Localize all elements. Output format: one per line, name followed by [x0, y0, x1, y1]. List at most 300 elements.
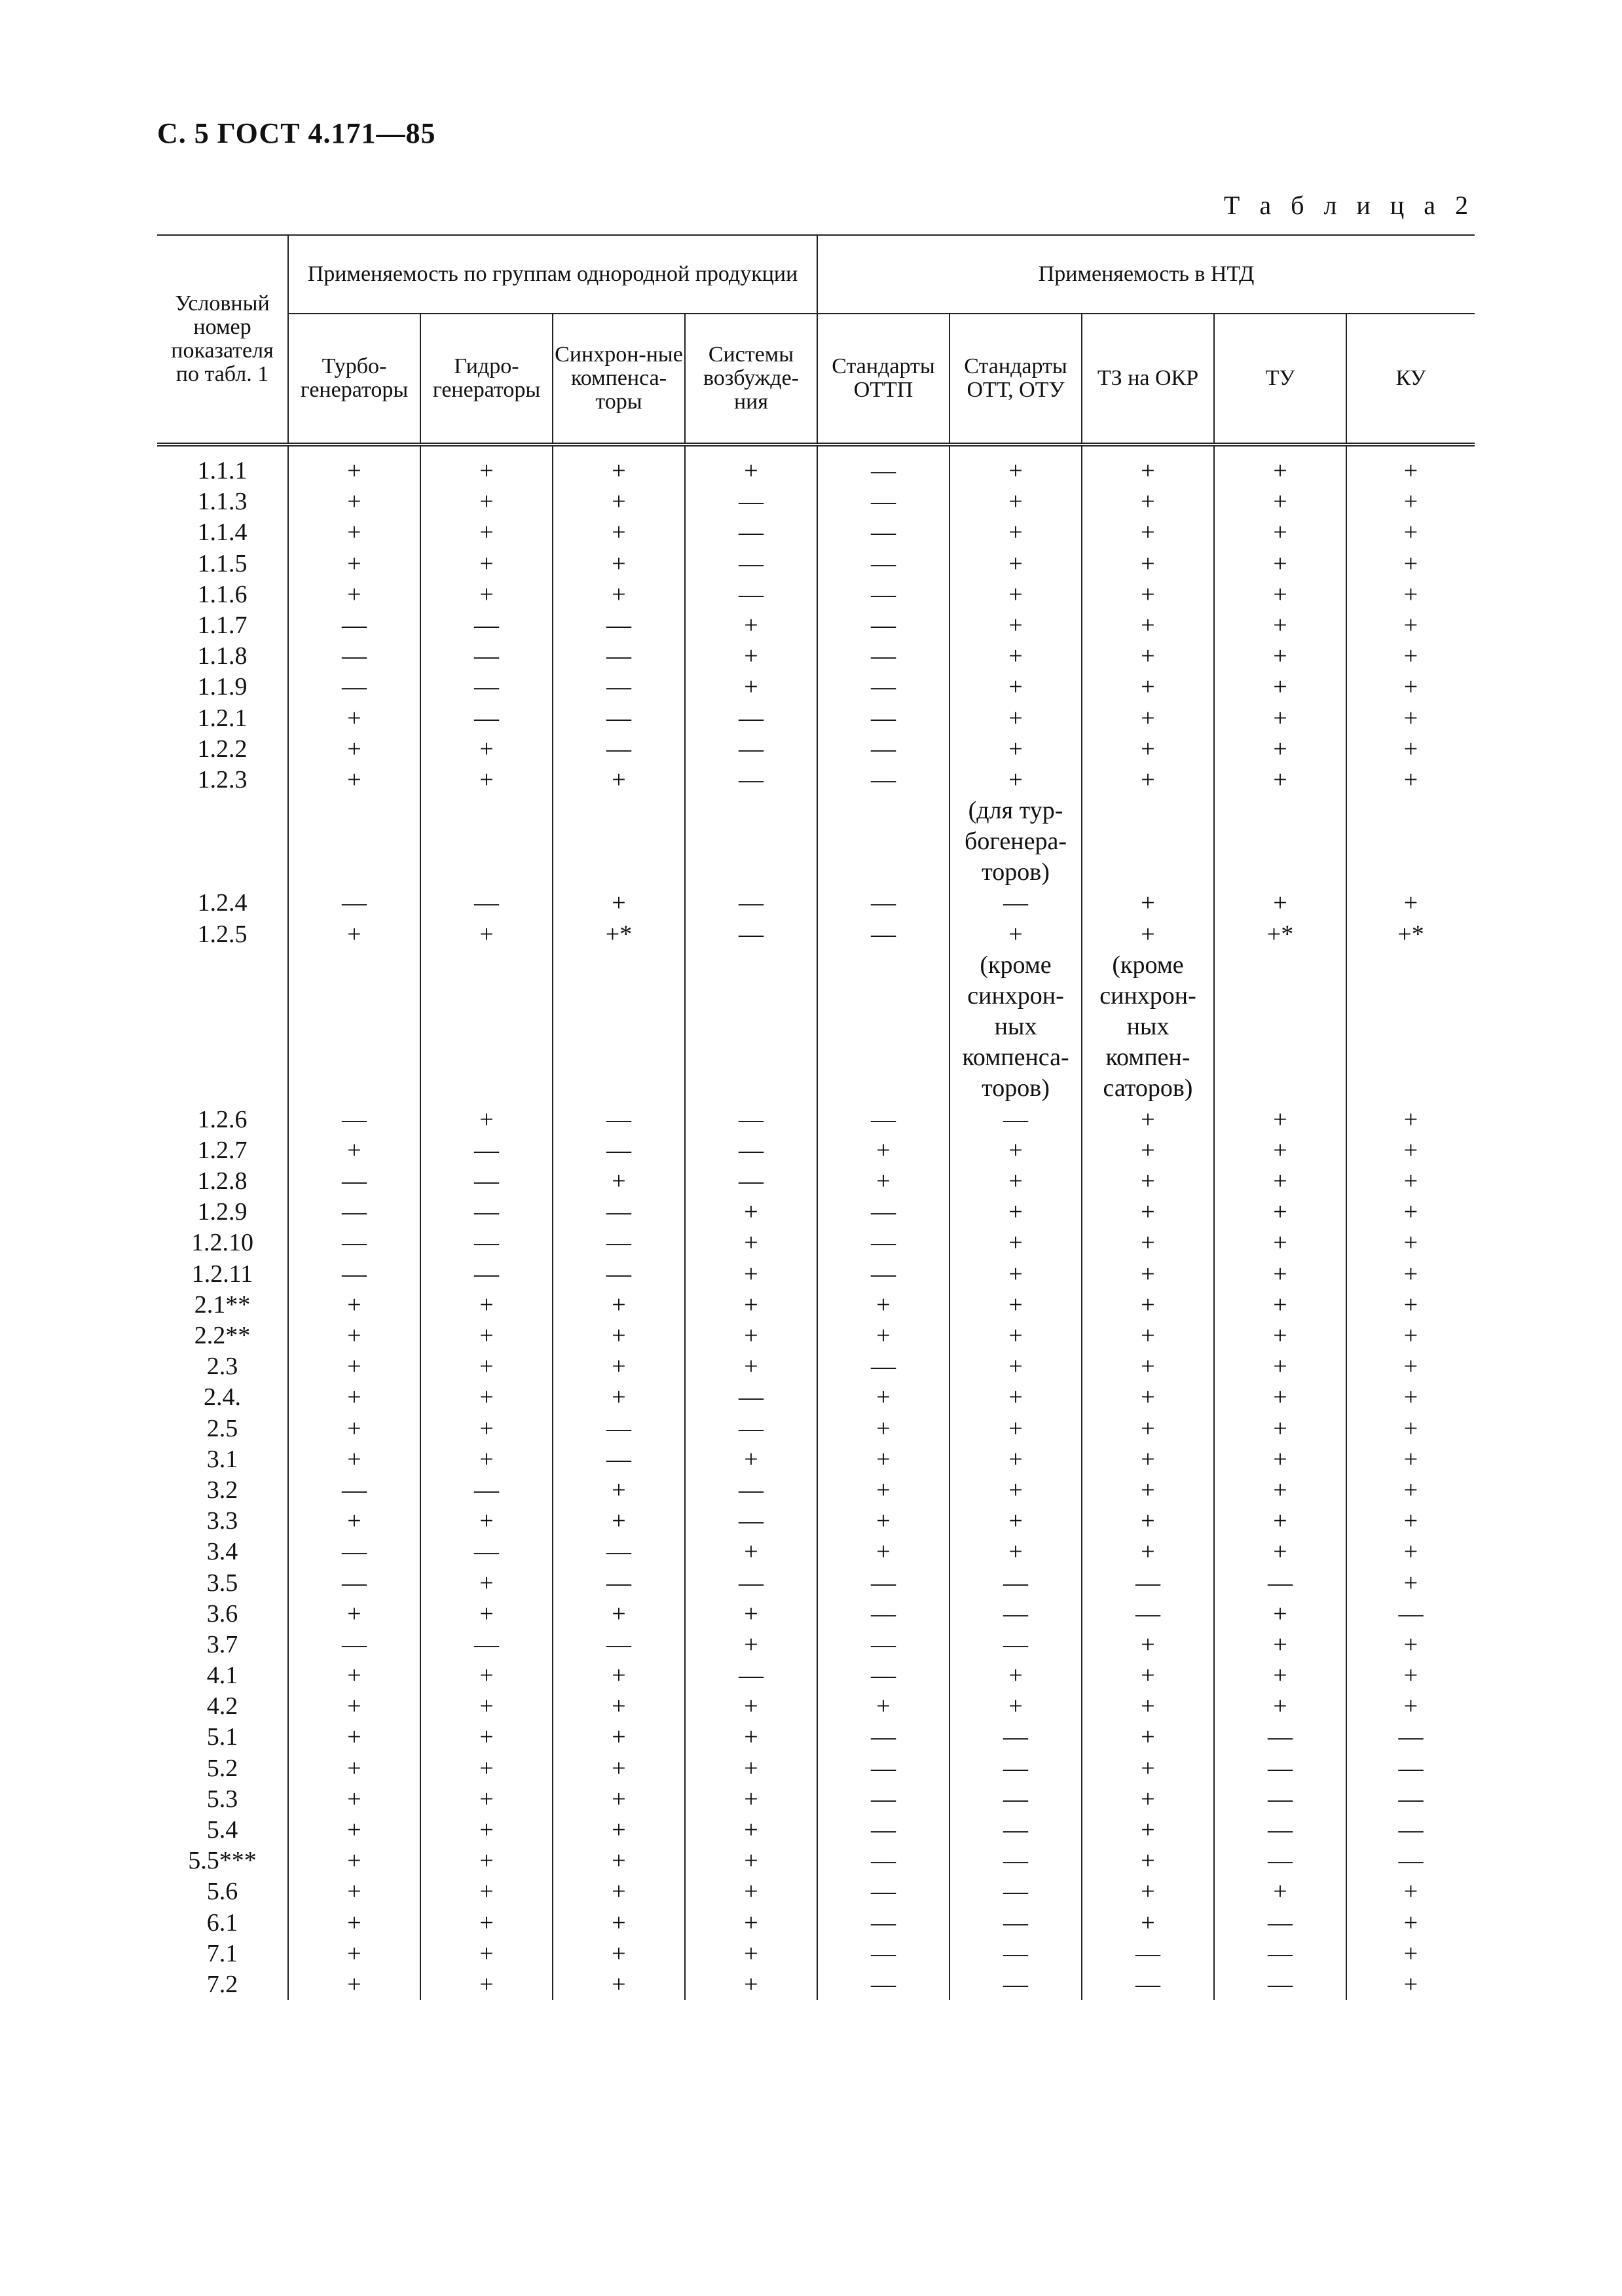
cell-note-line: богенера-: [965, 828, 1067, 856]
cell-mark: +: [347, 1445, 361, 1473]
cell-mark: —: [474, 1260, 499, 1288]
row-number-cell: 1.2.9: [197, 1198, 248, 1226]
cell-mark: +: [479, 920, 494, 948]
cell-sync: [553, 1939, 685, 1969]
cell-tu: [1214, 888, 1346, 919]
table-row: [157, 703, 1475, 734]
row-number-cell: 2.3: [206, 1353, 238, 1381]
cell-tz: [1082, 888, 1214, 919]
cell-tu: [1214, 486, 1346, 517]
cell-ku: [1346, 1568, 1475, 1599]
cell-tz: [1082, 1321, 1214, 1351]
table-row: [157, 1290, 1475, 1321]
cell-tu: [1214, 610, 1346, 641]
cell-ku: [1346, 1691, 1475, 1722]
row-number-cell: 1.2.10: [191, 1229, 253, 1257]
cell-hydro: [420, 1722, 553, 1753]
cell-ku: [1346, 1135, 1475, 1166]
cell-turbo: [288, 1197, 420, 1228]
cell-mark: +: [744, 1353, 758, 1381]
cell-mark: —: [474, 704, 499, 732]
cell-mark: +: [347, 1383, 361, 1412]
cell-tu: [1214, 734, 1346, 765]
cell-mark: +: [1008, 1692, 1023, 1721]
cell-mark: —: [871, 1723, 896, 1751]
row-number-cell: 1.1.8: [197, 642, 248, 670]
cell-mark: +: [612, 1167, 626, 1195]
cell-mark: +: [479, 1662, 494, 1690]
table-row: [157, 1969, 1475, 2000]
cell-sync: [553, 1691, 685, 1722]
cell-mark: +: [1008, 1322, 1023, 1349]
cell-hydro: [420, 1166, 553, 1197]
cell-turbo: [288, 1166, 420, 1197]
cell-turbo: [288, 1846, 420, 1876]
cell-mark: +: [1403, 1260, 1418, 1288]
cell-tz: [1082, 1630, 1214, 1660]
cell-sync: [553, 1537, 685, 1567]
cell-mark: +: [347, 1939, 361, 1967]
cell-mark: +: [1141, 765, 1155, 793]
cell-tz: [1082, 1351, 1214, 1382]
cell-excitation: [685, 1815, 817, 1846]
cell-mark: +: [1403, 1167, 1418, 1195]
cell-hydro: [420, 765, 553, 888]
cell-ott: [949, 1259, 1082, 1290]
cell-mark: +: [744, 1785, 758, 1813]
cell-ottp: [817, 765, 949, 888]
cell-ottp: [817, 517, 949, 548]
cell-tu: [1214, 1351, 1346, 1382]
cell-mark: +: [1273, 1229, 1287, 1257]
cell-mark: +: [1403, 704, 1418, 732]
cell-tu: [1214, 765, 1346, 888]
cell-turbo: [288, 734, 420, 765]
cell-excitation: [685, 1537, 817, 1567]
cell-excitation: [685, 1259, 817, 1290]
table-row: [157, 1321, 1475, 1351]
cell-sync: [553, 1599, 685, 1630]
cell-mark: +: [1008, 1290, 1023, 1319]
cell-ku: [1346, 1382, 1475, 1413]
cell-mark: +: [744, 1229, 758, 1257]
cell-mark: +: [744, 1692, 758, 1721]
table-row: [157, 1382, 1475, 1413]
cell-mark: +: [347, 920, 361, 948]
cell-mark: —: [871, 1754, 896, 1782]
cell-mark: +: [1141, 1754, 1155, 1782]
cell-tz: [1082, 1815, 1214, 1846]
cell-turbo: [288, 1382, 420, 1413]
cell-hydro: [420, 1784, 553, 1815]
table-row: [157, 1568, 1475, 1599]
column-header-ottp: Стандарты ОТТП: [817, 314, 949, 445]
cell-mark: +: [744, 1198, 758, 1226]
cell-ott: [949, 1228, 1082, 1258]
cell-ku: [1346, 1321, 1475, 1351]
cell-mark: +: [479, 1785, 494, 1813]
cell-mark: +: [1141, 488, 1155, 516]
table-row: [157, 641, 1475, 672]
table-row: [157, 1753, 1475, 1784]
cell-tz: [1082, 1908, 1214, 1939]
cell-mark: +: [1141, 1847, 1155, 1875]
cell-tu: [1214, 919, 1346, 1104]
row-number-cell: 1.1.1: [197, 457, 248, 484]
cell-tz: [1082, 517, 1214, 548]
cell-mark: —: [739, 704, 764, 732]
cell-tu: [1214, 1691, 1346, 1722]
cell-ott: [949, 517, 1082, 548]
cell-hydro: [420, 1537, 553, 1567]
cell-mark: —: [871, 1599, 896, 1628]
cell-mark: —: [739, 488, 764, 516]
cell-tz: [1082, 486, 1214, 517]
cell-mark: +: [347, 1785, 361, 1813]
cell-note-line: компен-: [1105, 1044, 1190, 1072]
cell-ott: [949, 1413, 1082, 1444]
cell-tz: [1082, 1290, 1214, 1321]
cell-turbo: [288, 1413, 420, 1444]
cell-excitation: [685, 672, 817, 702]
cell-mark: —: [342, 1167, 367, 1195]
cell-mark: +: [347, 488, 361, 516]
cell-mark: +: [1141, 1816, 1155, 1844]
cell-tz: [1082, 1722, 1214, 1753]
cell-ottp: [817, 1351, 949, 1382]
cell-mark: +: [744, 1816, 758, 1844]
cell-mark: —: [1135, 1939, 1161, 1967]
cell-turbo: [288, 486, 420, 517]
cell-mark: +: [479, 1878, 494, 1906]
cell-mark: —: [1135, 1599, 1161, 1628]
table-row: [157, 1197, 1475, 1228]
table-row: [157, 1722, 1475, 1753]
cell-mark: +: [1141, 1105, 1155, 1133]
cell-mark: +: [876, 1445, 891, 1473]
page-header: С. 5 ГОСТ 4.171—85: [157, 117, 436, 149]
cell-ku: [1346, 1444, 1475, 1475]
row-number-cell: 6.1: [206, 1908, 238, 1937]
cell-ott: [949, 734, 1082, 765]
cell-tz: [1082, 672, 1214, 702]
table-row: [157, 1630, 1475, 1660]
cell-mark: —: [1398, 1847, 1424, 1875]
cell-mark: —: [871, 1353, 896, 1381]
cell-mark: —: [871, 1939, 896, 1967]
cell-tu: [1214, 1939, 1346, 1969]
cell-mark: —: [342, 1229, 367, 1257]
cell-mark: +: [1008, 765, 1023, 793]
cell-mark: +: [479, 735, 494, 763]
cell-mark: —: [606, 1260, 631, 1288]
cell-ott: [949, 1753, 1082, 1784]
cell-tz: [1082, 579, 1214, 610]
cell-mark: —: [871, 1630, 896, 1658]
cell-mark: +*: [1397, 920, 1424, 948]
cell-ku: [1346, 734, 1475, 765]
cell-mark: +: [1141, 1908, 1155, 1937]
cell-tu: [1214, 549, 1346, 579]
cell-ott: [949, 1691, 1082, 1722]
cell-mark: +: [479, 765, 494, 793]
cell-sync: [553, 1506, 685, 1537]
cell-sync: [553, 1753, 685, 1784]
cell-mark: +: [479, 1290, 494, 1319]
cell-ott: [949, 1444, 1082, 1475]
cell-ottp: [817, 888, 949, 919]
cell-mark: +: [612, 1322, 626, 1349]
cell-mark: +: [1273, 488, 1287, 516]
cell-mark: —: [739, 549, 764, 577]
cell-mark: +: [876, 1476, 891, 1504]
cell-mark: +: [612, 1290, 626, 1319]
cell-turbo: [288, 1506, 420, 1537]
cell-mark: —: [1268, 1723, 1293, 1751]
cell-mark: +: [1141, 1723, 1155, 1751]
cell-ku: [1346, 1290, 1475, 1321]
cell-ott: [949, 765, 1082, 888]
cell-mark: —: [1003, 1847, 1029, 1875]
cell-excitation: [685, 1413, 817, 1444]
cell-hydro: [420, 1413, 553, 1444]
cell-mark: +: [1008, 611, 1023, 639]
cell-mark: —: [739, 1569, 764, 1597]
cell-hydro: [420, 1475, 553, 1506]
cell-mark: +: [1273, 519, 1287, 547]
cell-tz: [1082, 1568, 1214, 1599]
cell-sync: [553, 1351, 685, 1382]
cell-mark: +: [1141, 1290, 1155, 1319]
cell-ott: [949, 1506, 1082, 1537]
cell-mark: —: [1003, 1569, 1029, 1597]
cell-mark: +: [1403, 549, 1418, 577]
cell-ottp: [817, 1413, 949, 1444]
row-number-cell: 1.2.7: [197, 1136, 248, 1164]
cell-mark: +: [347, 1662, 361, 1690]
cell-mark: +: [1008, 1260, 1023, 1288]
cell-mark: —: [606, 704, 631, 732]
cell-mark: +: [347, 1599, 361, 1628]
row-number-cell: 1.2.2: [197, 735, 248, 763]
cell-mark: —: [1135, 1970, 1161, 1998]
cell-mark: +*: [605, 920, 633, 948]
cell-hydro: [420, 703, 553, 734]
cell-tz: [1082, 1939, 1214, 1969]
cell-mark: —: [871, 704, 896, 732]
cell-mark: +: [1141, 642, 1155, 670]
cell-mark: +: [479, 1816, 494, 1844]
cell-ottp: [817, 1228, 949, 1258]
cell-hydro: [420, 888, 553, 919]
cell-ottp: [817, 734, 949, 765]
cell-mark: +: [612, 519, 626, 547]
cell-mark: +: [1008, 673, 1023, 701]
cell-hydro: [420, 1753, 553, 1784]
cell-mark: +: [347, 1290, 361, 1319]
cell-mark: +: [612, 1878, 626, 1906]
cell-mark: +: [1273, 765, 1287, 793]
cell-sync: [553, 1197, 685, 1228]
cell-mark: —: [1003, 1970, 1029, 1998]
cell-mark: —: [606, 1229, 631, 1257]
cell-mark: +: [347, 519, 361, 547]
cell-mark: —: [739, 580, 764, 608]
row-number-cell: 1.1.3: [197, 488, 248, 516]
cell-ku: [1346, 1908, 1475, 1939]
cell-sync: [553, 1444, 685, 1475]
cell-ottp: [817, 610, 949, 641]
cell-mark: —: [342, 1198, 367, 1226]
cell-mark: +: [1273, 735, 1287, 763]
cell-mark: +: [1403, 519, 1418, 547]
cell-mark: +: [744, 457, 758, 484]
cell-ku: [1346, 765, 1475, 888]
cell-ott: [949, 1815, 1082, 1846]
cell-mark: +: [1403, 1569, 1418, 1597]
cell-mark: —: [606, 1569, 631, 1597]
table-row: [157, 1876, 1475, 1907]
cell-mark: +: [744, 1847, 758, 1875]
row-number-cell: 3.1: [206, 1445, 238, 1473]
table-row: [157, 486, 1475, 517]
cell-hydro: [420, 1660, 553, 1691]
column-group-ntd: Применяемость в НТД: [817, 235, 1475, 314]
cell-tu: [1214, 1228, 1346, 1258]
cell-hydro: [420, 1969, 553, 2000]
row-number-cell: 1.2.6: [197, 1105, 248, 1133]
cell-mark: +: [479, 1322, 494, 1349]
cell-mark: +: [1273, 1538, 1287, 1566]
cell-mark: —: [474, 1229, 499, 1257]
table-row: [157, 1506, 1475, 1537]
cell-tu: [1214, 1290, 1346, 1321]
cell-mark: +: [612, 1383, 626, 1412]
cell-mark: +: [1273, 1878, 1287, 1906]
cell-mark: —: [1003, 1754, 1029, 1782]
cell-mark: —: [739, 920, 764, 948]
cell-tz: [1082, 445, 1214, 486]
cell-tu: [1214, 1197, 1346, 1228]
cell-ku: [1346, 549, 1475, 579]
cell-tu: [1214, 1630, 1346, 1660]
cell-ku: [1346, 703, 1475, 734]
cell-mark: +: [479, 1599, 494, 1628]
cell-mark: +: [479, 580, 494, 608]
cell-ku: [1346, 1784, 1475, 1815]
cell-mark: —: [871, 549, 896, 577]
cell-ottp: [817, 1815, 949, 1846]
cell-tz: [1082, 1599, 1214, 1630]
cell-mark: +: [1141, 1878, 1155, 1906]
cell-ott: [949, 641, 1082, 672]
cell-mark: +: [479, 1908, 494, 1937]
table-row: [157, 672, 1475, 702]
cell-ku: [1346, 1166, 1475, 1197]
row-number-cell: 7.2: [206, 1970, 238, 1998]
cell-sync: [553, 1259, 685, 1290]
cell-ku: [1346, 641, 1475, 672]
cell-tz: [1082, 765, 1214, 888]
cell-mark: —: [739, 1136, 764, 1164]
cell-sync: [553, 1228, 685, 1258]
cell-mark: —: [474, 673, 499, 701]
cell-ku: [1346, 579, 1475, 610]
cell-sync: [553, 1321, 685, 1351]
table-caption: Т а б л и ц а 2: [1223, 191, 1475, 220]
cell-ku: [1346, 1969, 1475, 2000]
cell-ott: [949, 1351, 1082, 1382]
table-row: [157, 888, 1475, 919]
cell-ott: [949, 445, 1082, 486]
cell-tu: [1214, 672, 1346, 702]
cell-ottp: [817, 486, 949, 517]
cell-hydro: [420, 1846, 553, 1876]
cell-mark: +: [1403, 1445, 1418, 1473]
cell-mark: +: [347, 1414, 361, 1442]
cell-mark: —: [606, 1538, 631, 1566]
cell-ott: [949, 1104, 1082, 1135]
row-number-cell: 1.2.4: [197, 889, 248, 917]
cell-tz: [1082, 549, 1214, 579]
cell-mark: +: [479, 457, 494, 484]
cell-sync: [553, 1722, 685, 1753]
cell-ott: [949, 486, 1082, 517]
cell-tz: [1082, 1537, 1214, 1567]
cell-ott: [949, 1475, 1082, 1506]
cell-mark: +: [1403, 735, 1418, 763]
cell-sync: [553, 641, 685, 672]
cell-mark: +: [744, 1908, 758, 1937]
cell-turbo: [288, 1660, 420, 1691]
cell-mark: +: [1273, 889, 1287, 917]
cell-turbo: [288, 1630, 420, 1660]
cell-hydro: [420, 672, 553, 702]
cell-mark: —: [871, 1569, 896, 1597]
cell-mark: +: [1273, 704, 1287, 732]
cell-note-line: (кроме: [980, 951, 1052, 979]
table-row: [157, 1939, 1475, 1969]
cell-mark: +: [1273, 1599, 1287, 1628]
cell-mark: +: [1008, 642, 1023, 670]
cell-mark: +: [876, 1167, 891, 1195]
cell-tu: [1214, 1599, 1346, 1630]
cell-mark: +: [347, 549, 361, 577]
cell-tz: [1082, 1846, 1214, 1876]
table-header: [157, 235, 1475, 445]
cell-tz: [1082, 919, 1214, 1104]
cell-sync: [553, 1568, 685, 1599]
cell-excitation: [685, 1691, 817, 1722]
cell-ottp: [817, 1908, 949, 1939]
cell-mark: +: [479, 1105, 494, 1133]
cell-mark: +: [347, 1692, 361, 1721]
cell-mark: —: [739, 1662, 764, 1690]
row-number-cell: 3.4: [206, 1538, 238, 1566]
cell-hydro: [420, 517, 553, 548]
cell-turbo: [288, 1228, 420, 1258]
cell-mark: +: [612, 488, 626, 516]
cell-ott: [949, 1135, 1082, 1166]
cell-mark: +: [1273, 1105, 1287, 1133]
cell-tu: [1214, 1413, 1346, 1444]
cell-mark: —: [1003, 1816, 1029, 1844]
cell-mark: +: [479, 1353, 494, 1381]
cell-mark: +: [347, 1847, 361, 1875]
cell-mark: +: [876, 1414, 891, 1442]
cell-mark: +: [479, 488, 494, 516]
cell-ottp: [817, 1939, 949, 1969]
